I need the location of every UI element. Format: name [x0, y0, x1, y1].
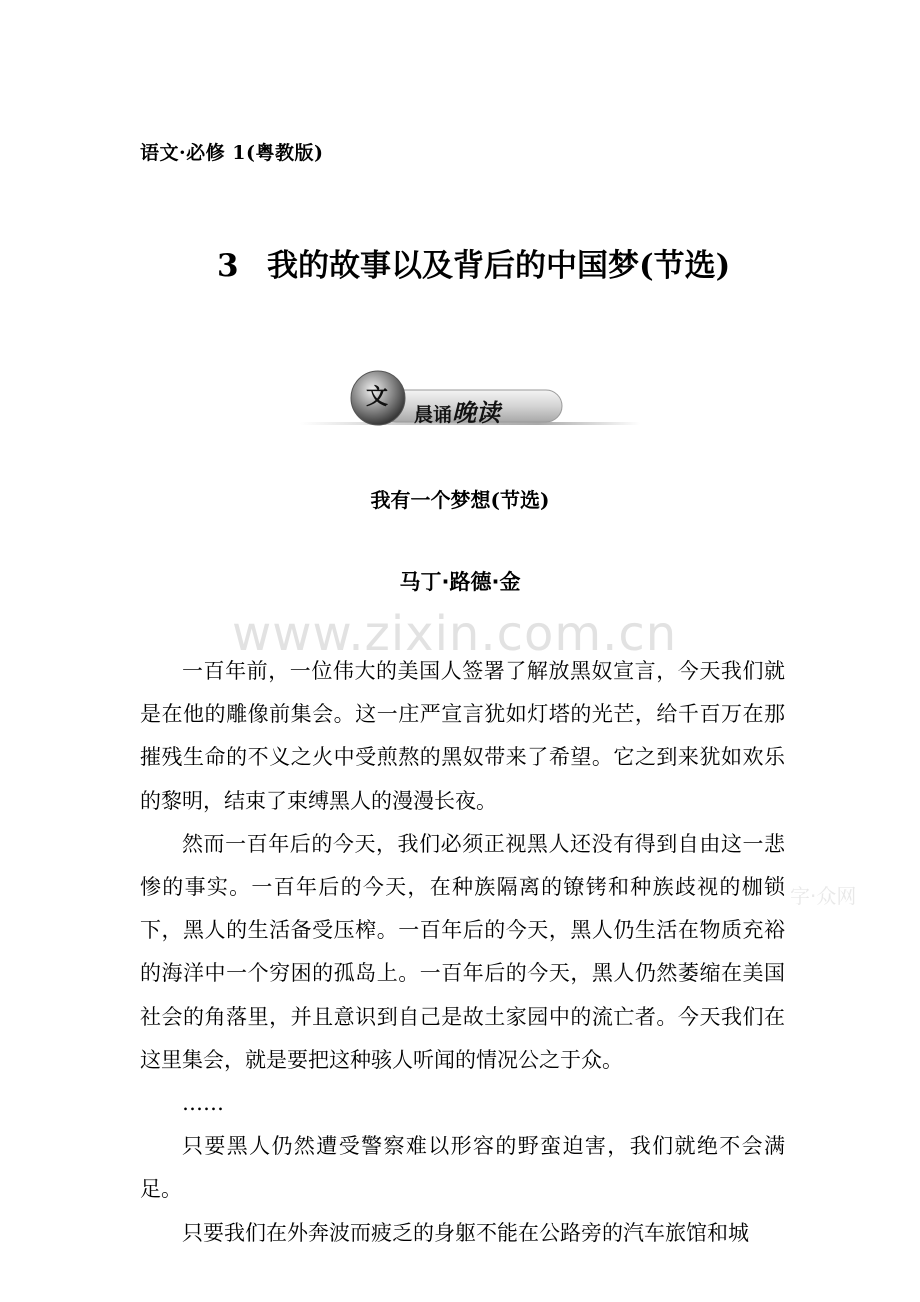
banner-char-4: 读 — [476, 398, 501, 427]
watermark: www.zixin.com.cn — [232, 606, 678, 662]
banner-char-3: 晚 — [452, 398, 477, 427]
banner-char-2: 诵 — [433, 404, 453, 426]
banner-title — [414, 393, 500, 428]
banner-char-1: 晨 — [414, 404, 434, 426]
article-body — [140, 650, 785, 1255]
watermark-cn: 字·众网 — [790, 884, 857, 908]
article-author: 马丁·路德·金 — [399, 570, 521, 594]
ellipsis: …… — [182, 1091, 224, 1116]
paragraph: 只要我们在外奔波而疲乏的身躯不能在公路旁的汽车旅馆和城 — [182, 1220, 749, 1245]
article-title: 我有一个梦想(节选) — [370, 488, 550, 512]
svg-text:文: 文 — [366, 384, 389, 410]
chapter-title-text: 我的故事以及背后的中国梦(节选) — [267, 248, 731, 284]
paragraph: 然而一百年后的今天，我们必须正视黑人还没有得到自由这一悲惨的事实。一百年后的今天，在种族隔离的镣铐和种族歧视的枷锁下，黑人的生活备受压榨。一百年后的今天，黑人仍生活在物质充裕的海洋中一个穷困的孤岛上。一百年后的今天，黑人仍然萎缩在美国社会的角落里，并且意识到自己是故土家园中的流亡者。今天我们在这里集会，就是要把这种骇人听闻的情况公之于众。 — [140, 831, 785, 1072]
chapter-number: 3 — [217, 248, 239, 284]
chapter-title — [217, 240, 730, 285]
paragraph: 只要黑人仍然遭受警察难以形容的野蛮迫害，我们就绝不会满足。 — [140, 1134, 785, 1202]
paragraph: 一百年前，一位伟大的美国人签署了解放黑奴宣言，今天我们就是在他的雕像前集会。这一庄严宣言犹如灯塔的光芒，给千百万在那摧残生命的不义之火中受煎熬的黑奴带来了希望。它之到来犹如欢乐的黎明，结束了束缚黑人的漫漫长夜。 — [140, 659, 785, 813]
header-label: 语文·必修 1(粤教版) — [140, 142, 324, 164]
section-banner — [300, 366, 640, 430]
